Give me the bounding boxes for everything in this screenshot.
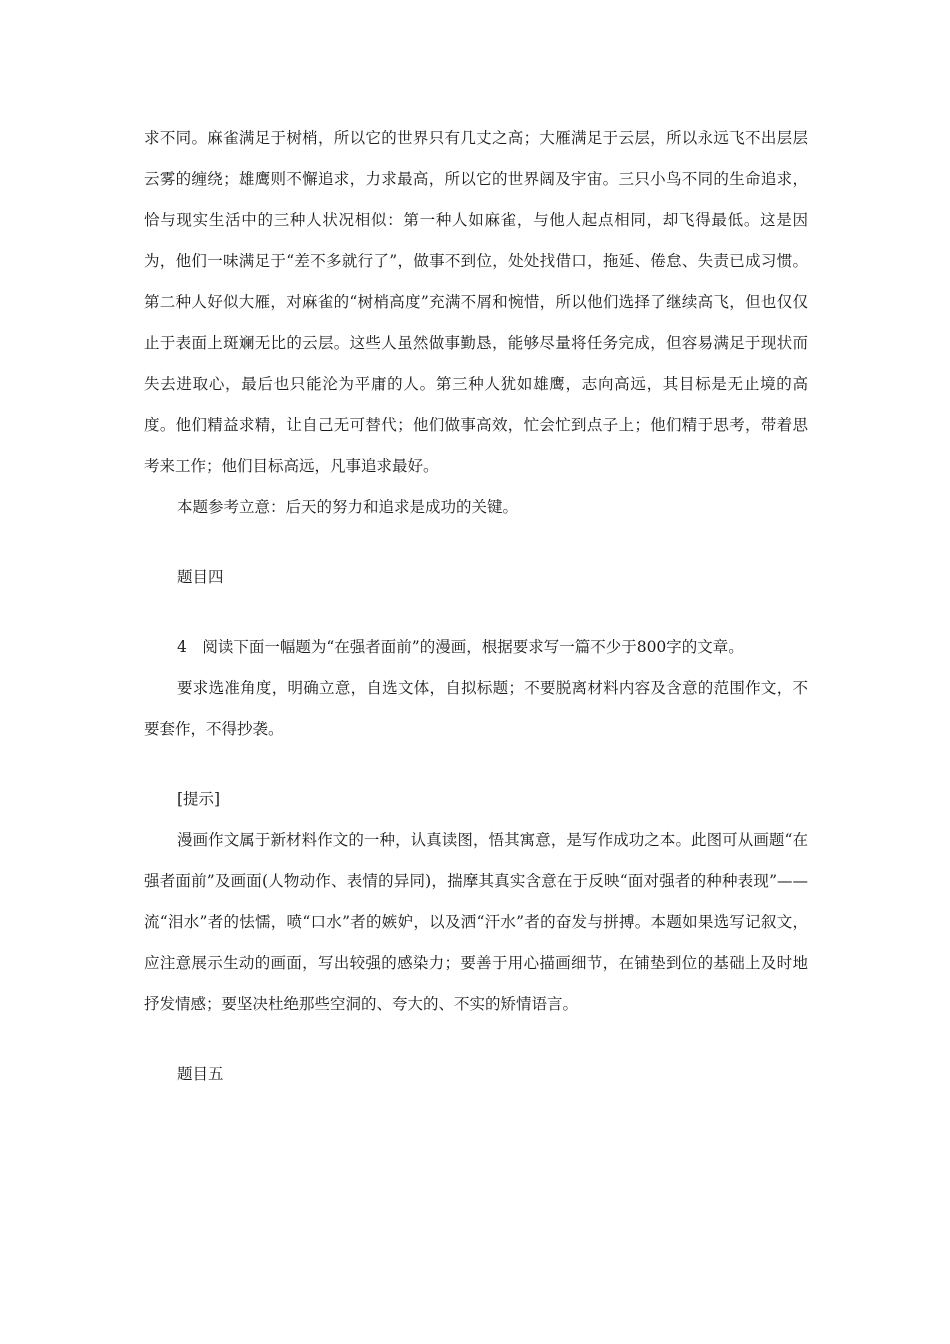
question-prompt: 4 阅读下面一幅题为“在强者面前”的漫画，根据要求写一篇不少于800字的文章。 (177, 638, 744, 656)
question-requirements: 要求选准角度，明确立意，自选文体，自拟标题；不要脱离材料内容及含意的范围作文，不要套作，不得抄袭。 (144, 679, 808, 738)
document-page (144, 118, 808, 1095)
spacer (144, 528, 808, 557)
section-heading-five: 题目五 (177, 1065, 224, 1083)
spacer (144, 598, 808, 627)
reference-idea: 本题参考立意：后天的努力和追求是成功的关键。 (177, 498, 519, 516)
section-heading-four: 题目四 (177, 568, 224, 586)
hint-label: [提示] (177, 790, 221, 808)
hint-paragraph: 漫画作文属于新材料作文的一种，认真读图，悟其寓意，是写作成功之本。此图可从画题“在强者面前”及画面(人物动作、表情的异同)，揣摩其真实含意在于反映“面对强者的种种表现”——流“泪水”者的怯懦，喷“口水”者的嫉妒，以及洒“汗水”者的奋发与拼搏。本题如果选写记叙文，应注意展示生动的画面，写出较强的感染力；要善于用心描画细节，在铺垫到位的基础上及时地抒发情感；要坚决杜绝那些空洞的、夸大的、不实的矫情语言。 (144, 831, 808, 1013)
spacer (144, 750, 808, 779)
spacer (144, 1025, 808, 1054)
body-paragraph: 求不同。麻雀满足于树梢，所以它的世界只有几丈之高；大雁满足于云层，所以永远飞不出层层云雾的缠绕；雄鹰则不懈追求，力求最高，所以它的世界阔及宇宙。三只小鸟不同的生命追求，恰与现实生活中的三种人状况相似：第一种人如麻雀，与他人起点相同，却飞得最低。这是因为，他们一味满足于“差不多就行了”，做事不到位，处处找借口，拖延、倦怠、失责已成习惯。第二种人好似大雁，对麻雀的“树梢高度”充满不屑和惋惜，所以他们选择了继续高飞，但也仅仅止于表面上斑斓无比的云层。这些人虽然做事勤恳，能够尽量将任务完成，但容易满足于现状而失去进取心，最后也只能沦为平庸的人。第三种人犹如雄鹰，志向高远，其目标是无止境的高度。他们精益求精，让自己无可替代；他们做事高效，忙会忙到点子上；他们精于思考，带着思考来工作；他们目标高远，凡事追求最好。 (144, 129, 808, 475)
